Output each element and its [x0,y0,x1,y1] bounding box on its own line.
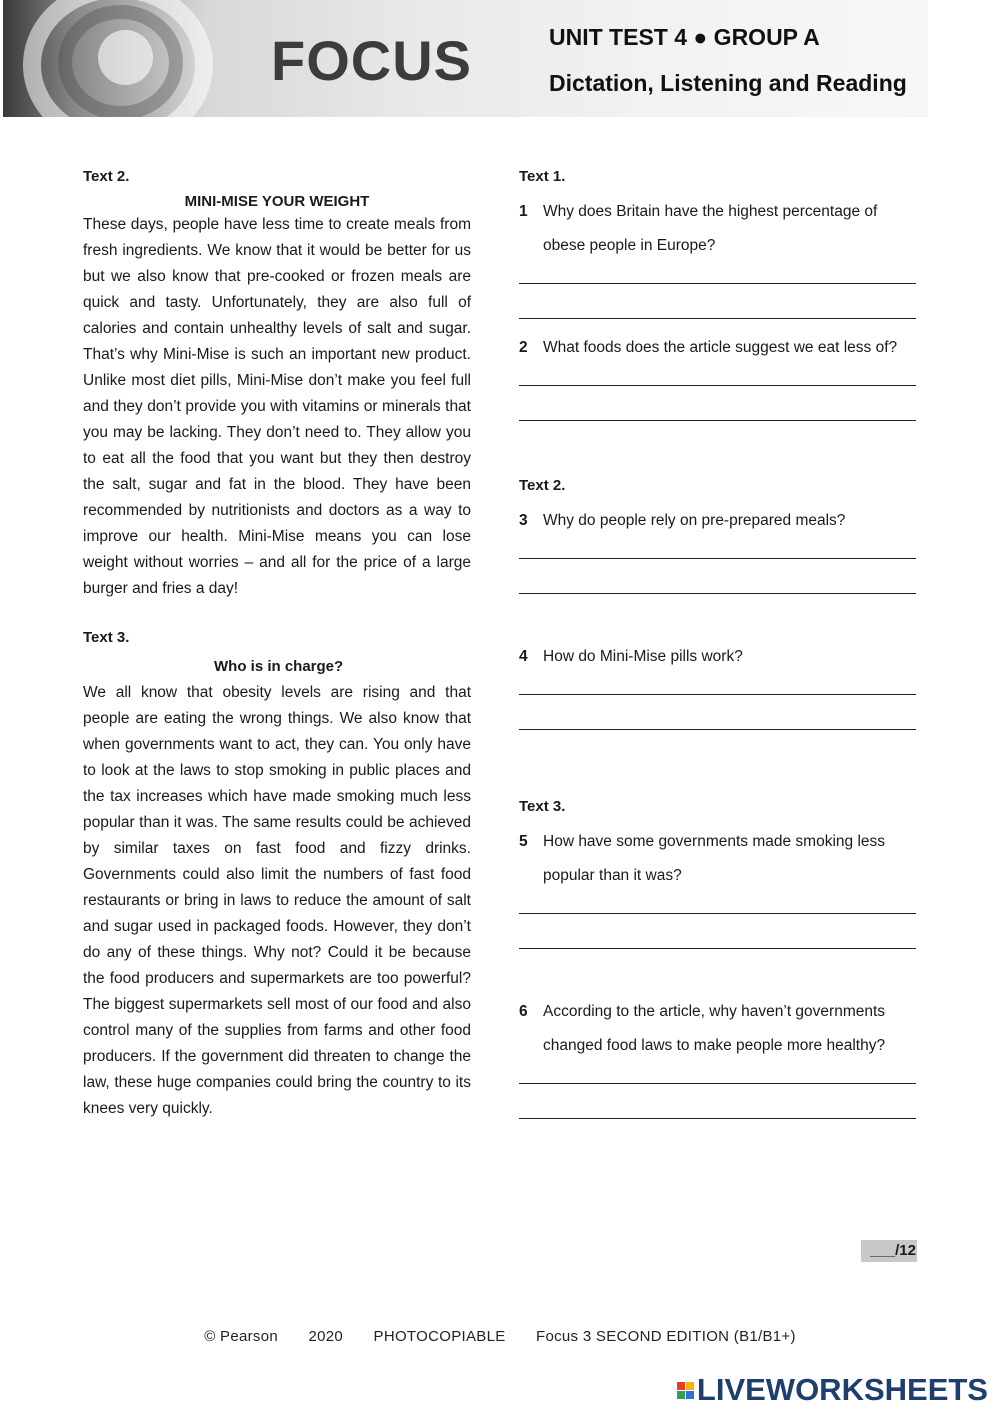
question-text: According to the article, why haven’t governments changed food laws to make people more healthy? [543,1003,886,1054]
text3-title: Who is in charge? [214,658,344,675]
answer-line-2b[interactable] [519,420,916,421]
question-text: How do Mini-Mise pills work? [543,648,743,665]
question-3 [519,504,916,538]
text3-q-label: Text 3. [519,798,566,815]
liveworksheets-logo [677,1372,988,1408]
question-number: 1 [519,203,528,220]
photocopiable-text: PHOTOCOPIABLE [373,1328,506,1345]
question-number: 6 [519,1003,528,1020]
page-footer [0,1328,1000,1345]
answer-line-3b[interactable] [519,593,916,594]
header-banner [3,0,928,117]
unit-subtitle: Dictation, Listening and Reading [549,70,907,96]
question-text: Why does Britain have the highest percentage of obese people in Europe? [543,203,878,254]
questions-column [519,168,916,1119]
answer-line-5b[interactable] [519,948,916,949]
text1-label: Text 1. [519,168,566,185]
question-text: Why do people rely on pre-prepared meals? [543,512,846,529]
answer-line-2a[interactable] [519,385,916,386]
answer-line-6b[interactable] [519,1118,916,1119]
question-6 [519,995,916,1063]
edition-text: Focus 3 SECOND EDITION (B1/B1+) [536,1328,796,1345]
question-text: What foods does the article suggest we eat less of? [543,339,898,356]
year-text: 2020 [308,1328,344,1345]
answer-line-3a[interactable] [519,558,916,559]
text2-label: Text 2. [83,168,130,185]
question-number: 5 [519,833,528,850]
focus-logo: FOCUS [271,29,472,92]
question-5 [519,825,916,893]
answer-line-1a[interactable] [519,283,916,284]
liveworksheets-icon [677,1382,694,1399]
score-box[interactable]: ___/12 [861,1240,917,1262]
text3-body: We all know that obesity levels are rising and that people are eating the wrong things. We also know that when governments want to act, they can. You only have to look at the laws to stop smoking in public places and the tax increases which have made smoking much less popular than it was. The same results could be achieved by similar taxes on fast food and fizzy drinks. Governments could also limit the numbers of fast food restaurants or bring in laws to reduce the amount of salt and sugar used in packaged foods. However, they don’t do any of these things. Why not? Could it be because the food producers and supermarkets are too powerful? The biggest supermarkets sell most of our food and also control many of the supplies from farms and other food producers. If the government did threaten to change the law, these huge companies could bring the country to its knees very quickly. [83,684,471,1117]
question-4 [519,640,916,674]
swirl-graphic-center [98,30,153,85]
liveworksheets-text: LIVEWORKSHEETS [696,1372,988,1407]
copyright-text: © Pearson [204,1328,279,1345]
answer-line-4b[interactable] [519,729,916,730]
question-1 [519,195,916,263]
question-text: How have some governments made smoking less popular than it was? [543,833,886,884]
text3-label: Text 3. [83,629,130,646]
unit-title: UNIT TEST 4 ● GROUP A [549,24,820,50]
answer-line-6a[interactable] [519,1083,916,1084]
reading-texts-column [83,168,471,1122]
text2-body: These days, people have less time to create meals from fresh ingredients. We know that it would be better for us but we also know that pre-cooked or frozen meals are quick and tasty. Unfortunately, they are also full of calories and contain unhealthy levels of salt and sugar. That’s why Mini-Mise is such an important new product. Unlike most diet pills, Mini-Mise don’t make you feel full and they don’t provide you with vitamins or minerals that you may be lacking. They don’t need to. They allow you to eat all the food that you want but they then destroy the salt, sugar and fat in the blood. They have been recommended by nutritionists and doctors as a way to improve our health. Mini-Mise means you can lose weight without worries – and all for the price of a large burger and fries a day! [83,216,471,597]
text2-q-label: Text 2. [519,477,566,494]
text2-title: MINI-MISE YOUR WEIGHT [184,193,370,210]
answer-line-5a[interactable] [519,913,916,914]
answer-line-1b[interactable] [519,318,916,319]
answer-line-4a[interactable] [519,694,916,695]
question-number: 4 [519,648,528,665]
question-2 [519,331,916,365]
question-number: 2 [519,339,528,356]
question-number: 3 [519,512,528,529]
